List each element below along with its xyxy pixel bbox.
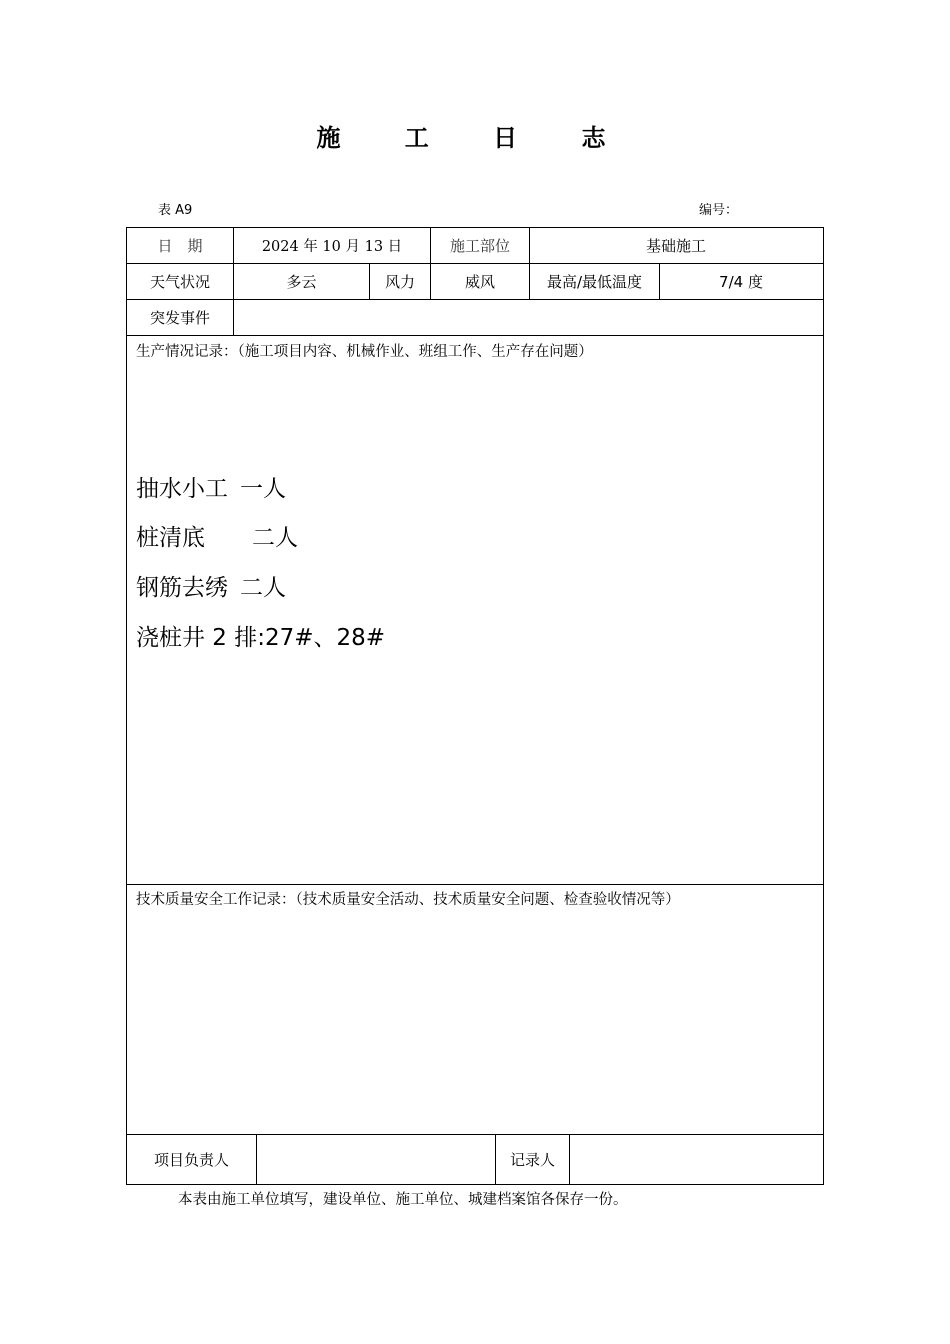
pour-record: 浇桩井 2 排:27#、28# bbox=[136, 625, 386, 651]
log-table bbox=[126, 227, 824, 1185]
form-number: 表 A9 bbox=[158, 203, 193, 218]
quality-record-label: 技术质量安全工作记录：（技术质量安全活动、技术质量安全问题、检查验收情况等） bbox=[136, 892, 680, 908]
footnote: 本表由施工单位填写，建设单位、施工单位、城建档案馆各保存一份。 bbox=[178, 1192, 628, 1208]
weather-value: 多云 bbox=[286, 273, 317, 291]
temperature-label: 最高/最低温度 bbox=[546, 273, 643, 291]
production-entry bbox=[136, 519, 298, 552]
production-task: 抽水小工 bbox=[136, 476, 228, 502]
project-manager-signature bbox=[257, 1135, 495, 1184]
production-task: 桩清底 bbox=[136, 525, 205, 551]
production-record-label: 生产情况记录：（施工项目内容、机械作业、班组工作、生产存在问题） bbox=[136, 344, 593, 360]
production-entry bbox=[136, 470, 286, 503]
wind-label: 风力 bbox=[384, 273, 415, 291]
production-task: 钢筋去绣 bbox=[136, 575, 228, 601]
date-value: 2024 年 10 月 13 日 bbox=[261, 239, 403, 255]
incident-value bbox=[234, 300, 822, 335]
page-title: 施 工 日 志 bbox=[316, 123, 634, 152]
wind-value: 威风 bbox=[464, 273, 495, 291]
project-manager-label: 项目负责人 bbox=[153, 1151, 229, 1169]
row-divider bbox=[127, 335, 823, 336]
location-value: 基础施工 bbox=[645, 237, 706, 255]
recorder-label: 记录人 bbox=[509, 1151, 555, 1169]
location-label: 施工部位 bbox=[449, 237, 510, 255]
weather-label: 天气状况 bbox=[149, 273, 210, 291]
incident-label: 突发事件 bbox=[149, 309, 210, 327]
serial-number-label: 编号： bbox=[699, 203, 739, 218]
production-count: 二人 bbox=[240, 575, 286, 601]
recorder-signature bbox=[570, 1135, 822, 1184]
date-label: 日 期 bbox=[157, 237, 203, 255]
production-count: 二人 bbox=[252, 525, 298, 551]
production-entry bbox=[136, 569, 286, 602]
section-divider bbox=[127, 884, 823, 885]
production-count: 一人 bbox=[240, 476, 286, 502]
temperature-value: 7/4 度 bbox=[719, 273, 763, 291]
